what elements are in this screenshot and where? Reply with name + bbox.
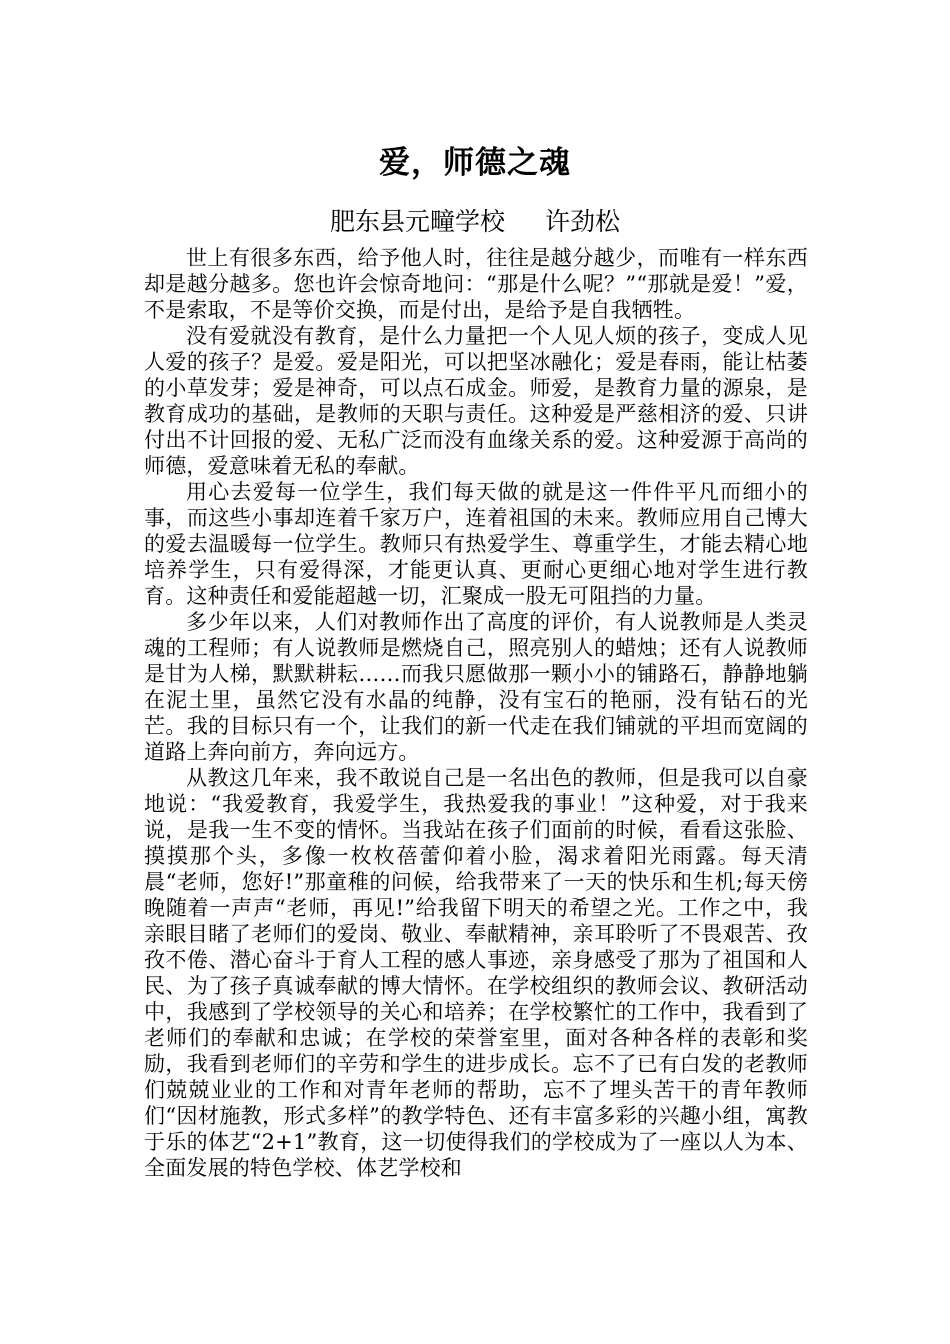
paragraph: 多少年以来，人们对教师作出了高度的评价，有人说教师是人类灵魂的工程师；有人说教师是燃烧自己，照亮别人的蜡烛；还有人说教师是甘为人梯，默默耕耘……而我只愿做那一颗小小的铺路石，静静地躺在泥土里，虽然它没有水晶的纯静，没有宝石的艳丽，没有钻石的光芒。我的目标只有一个，让我们的新一代走在我们铺就的平坦而宽阔的道路上奔向前方，奔向远方。 [144, 610, 808, 764]
byline-school: 肥东县元疃学校 [329, 207, 505, 236]
byline-author: 许劲松 [545, 207, 621, 236]
paragraph: 用心去爱每一位学生，我们每天做的就是这一件件平凡而细小的事，而这些小事却连着千家万户，连着祖国的未来。教师应用自己博大的爱去温暖每一位学生。教师只有热爱学生、尊重学生，才能去精心地培养学生，只有爱得深，才能更认真、更耐心更细心地对学生进行教育。这种责任和爱能超越一切，汇聚成一股无可阻挡的力量。 [144, 480, 808, 608]
paragraph: 没有爱就没有教育，是什么力量把一个人见人烦的孩子，变成人见人爱的孩子？是爱。爱是阳光，可以把坚冰融化；爱是春雨，能让枯萎的小草发芽；爱是神奇，可以点石成金。师爱，是教育力量的源泉，是教育成功的基础，是教师的天职与责任。这种爱是严慈相济的爱、只讲付出不计回报的爱、无私广泛而没有血缘关系的爱。这种爱源于高尚的师德，爱意味着无私的奉献。 [144, 324, 808, 478]
document-byline [0, 205, 950, 239]
document-body [144, 245, 808, 1181]
paragraph: 世上有很多东西，给予他人时，往往是越分越少，而唯有一样东西却是越分越多。您也许会惊奇地问：“那是什么呢？”“那就是爱！”爱，不是索取，不是等价交换，而是付出，是给予是自我牺牲。 [144, 246, 808, 322]
document-title: 爱，师德之魂 [379, 145, 571, 181]
paragraph: 从教这几年来，我不敢说自己是一名出色的教师，但是我可以自豪地说：“我爱教育，我爱学生，我热爱我的事业！”这种爱，对于我来说，是我一生不变的情怀。当我站在孩子们面前的时候，看看这张脸、摸摸那个头，多像一枚枚蓓蕾仰着小脸，渴求着阳光雨露。每天清晨“老师，您好!”那童稚的问候，给我带来了一天的快乐和生机;每天傍晚随着一声声“老师，再见!”给我留下明天的希望之光。工作之中，我亲眼目睹了老师们的爱岗、敬业、奉献精神，亲耳聆听了不畏艰苦、孜孜不倦、潜心奋斗于育人工程的感人事迹，亲身感受了那为了祖国和人民、为了孩子真诚奉献的博大情怀。在学校组织的教师会议、教研活动中，我感到了学校领导的关心和培养；在学校繁忙的工作中，我看到了老师们的奉献和忠诚；在学校的荣誉室里，面对各种各样的表彰和奖励，我看到老师们的辛劳和学生的进步成长。忘不了已有白发的老教师们兢兢业业的工作和对青年老师的帮助，忘不了埋头苦干的青年教师们“因材施教，形式多样”的教学特色、还有丰富多彩的兴趣小组，寓教于乐的体艺“2+1”教育，这一切使得我们的学校成为了一座以人为本、全面发展的特色学校、体艺学校和 [144, 766, 808, 1180]
